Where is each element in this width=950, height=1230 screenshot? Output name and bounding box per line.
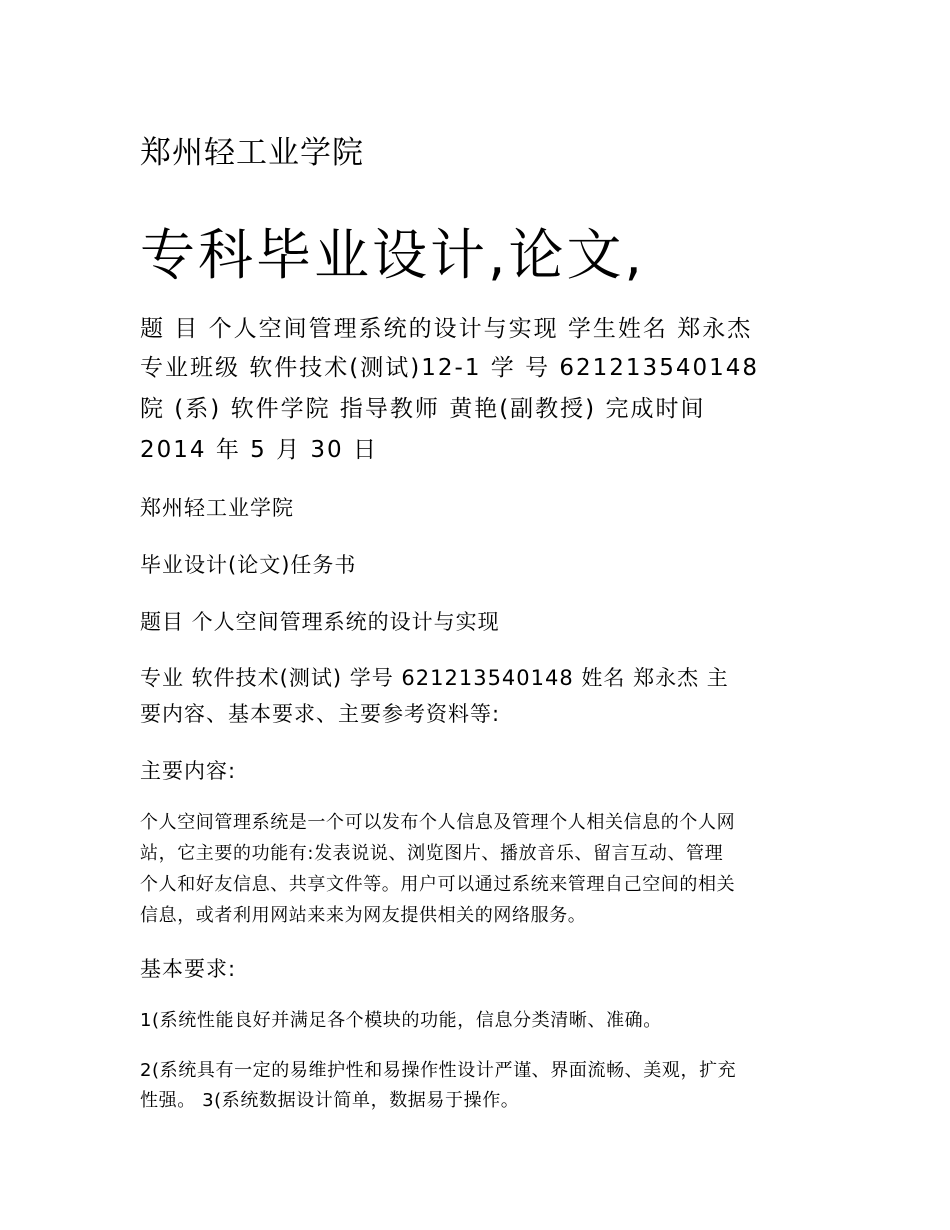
- task-meta-line-2: 要内容、基本要求、主要参考资料等:: [140, 702, 501, 726]
- cover-info-line-4: 2014 年 5 月 30 日: [140, 437, 378, 463]
- task-school-name: 郑州轻工业学院: [140, 496, 294, 520]
- task-meta-line-1: 专业 软件技术(测试) 学号 621213540148 姓名 郑永杰 主: [140, 666, 729, 690]
- cover-info-line-2: 专业班级 软件技术(测试)12-1 学 号 621213540148: [140, 355, 759, 381]
- main-content-line-4: 信息，或者利用网站来来为网友提供相关的网络服务。: [140, 905, 587, 926]
- main-content-line-1: 个人空间管理系统是一个可以发布个人信息及管理个人相关信息的个人网: [140, 812, 736, 833]
- cover-info-line-1: 题 目 个人空间管理系统的设计与实现 学生姓名 郑永杰: [140, 316, 753, 342]
- requirement-item-2-line-1: 2(系统具有一定的易维护性和易操作性设计严谨、界面流畅、美观，扩充: [140, 1060, 737, 1081]
- requirements-heading: 基本要求:: [140, 957, 237, 981]
- requirement-item-2-line-2: 性强。 3(系统数据设计简单，数据易于操作。: [140, 1090, 520, 1111]
- school-name-heading: 郑州轻工业学院: [140, 135, 364, 171]
- main-content-line-3: 个人和好友信息、共享文件等。用户可以通过系统来管理自己空间的相关: [140, 874, 736, 895]
- main-content-heading: 主要内容:: [140, 759, 237, 783]
- cover-info-line-3: 院 (系) 软件学院 指导教师 黄艳(副教授) 完成时间: [140, 396, 706, 422]
- document-type-title: 专科毕业设计,论文,: [140, 223, 645, 287]
- main-content-line-2: 站，它主要的功能有:发表说说、浏览图片、播放音乐、留言互动、管理: [140, 843, 724, 864]
- task-topic: 题目 个人空间管理系统的设计与实现: [140, 610, 500, 634]
- task-book-title: 毕业设计(论文)任务书: [140, 553, 357, 577]
- requirement-item-1: 1(系统性能良好并满足各个模块的功能，信息分类清晰、准确。: [140, 1010, 662, 1031]
